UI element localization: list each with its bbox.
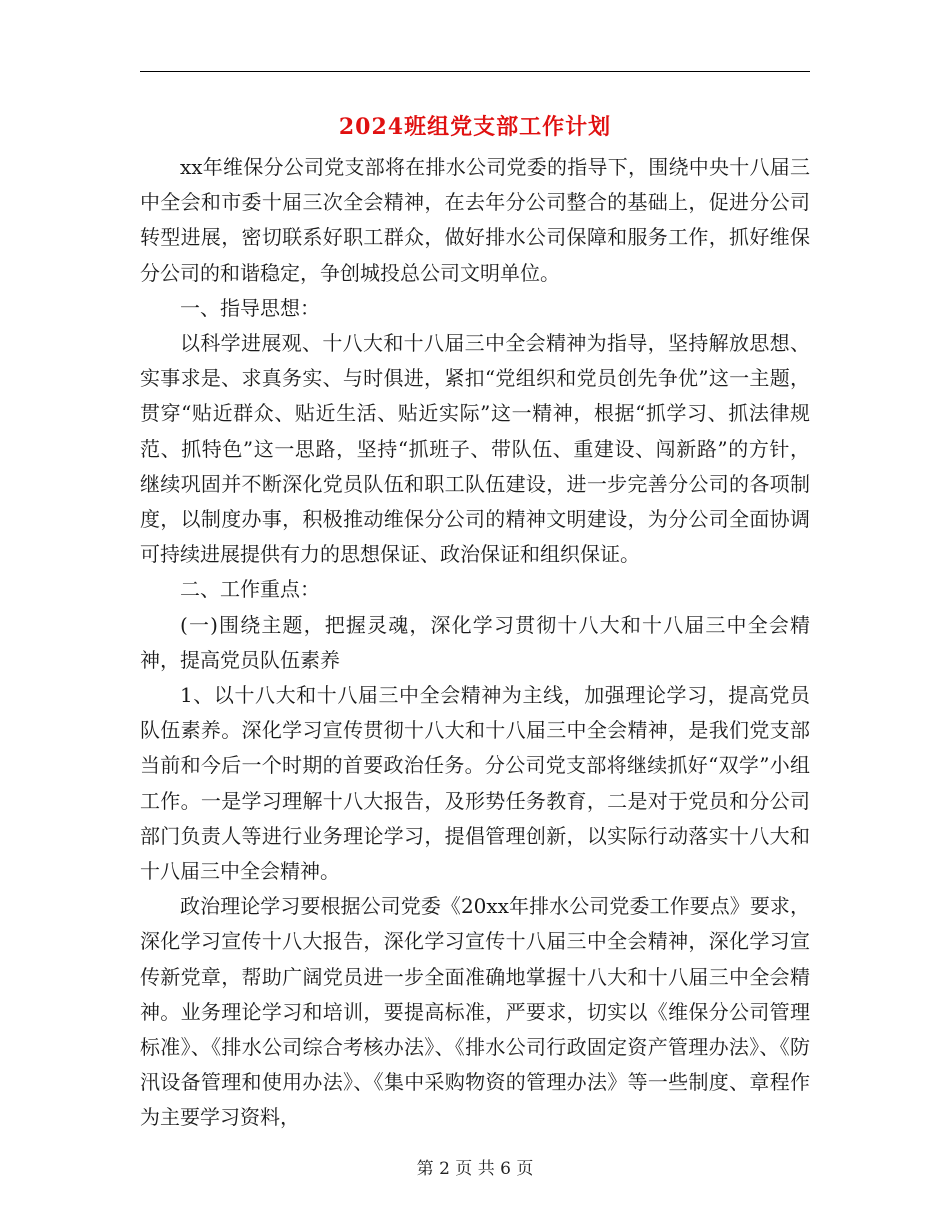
paragraph-guiding-ideology: 以科学进展观、十八大和十八届三中全会精神为指导，坚持解放思想、实事求是、求真务实、与时俱进，紧扣“党组织和党员创先争优”这一主题，贯穿“贴近群众、贴近生活、贴近实际”这一精神，根据“抓学习、抓法律规范、抓特色”这一思路，坚持“抓班子、带队伍、重建设、闯新路”的方针，继续巩固并不断深化党员队伍和职工队伍建设，进一步完善分公司的各项制度，以制度办事，积极推动维保分公司的精神文明建设，为分公司全面协调可持续进展提供有力的思想保证、政治保证和组织保证。: [140, 331, 810, 567]
heading-work-focus: 二、工作重点：: [180, 577, 320, 602]
paragraph-intro: xx年维保分公司党支部将在排水公司党委的指导下，围绕中央十八届三中全会和市委十届三次全会精神，在去年分公司整合的基础上，促进分公司转型进展，密切联系好职工群众，做好排水公司保障和服务工作，抓好维保分公司的和谐稳定，争创城投总公司文明单位。: [140, 155, 810, 285]
document-title: 2024班组党支部工作计划: [338, 114, 612, 140]
subheading-focus-1: (一)围绕主题，把握灵魂，深化学习贯彻十八大和十八届三中全会精神，提高党员队伍素养: [140, 612, 810, 672]
paragraph-political-study: 政治理论学习要根据公司党委《20xx年排水公司党委工作要点》要求，深化学习宣传十八大报告，深化学习宣传十八届三中全会精神，深化学习宣传新党章，帮助广阔党员进一步全面准确地掌握十八大和十八届三中全会精神。业务理论学习和培训，要提高标准，严要求，切实以《维保分公司管理标准》、《排水公司综合考核办法》、《排水公司行政固定资产管理办法》、《防汛设备管理和使用办法》、《集中采购物资的管理办法》等一些制度、章程作为主要学习资料，: [140, 894, 810, 1130]
header-rule: [140, 71, 810, 72]
page-footer: 第 2 页 共 6 页: [416, 1159, 534, 1179]
document-body: [140, 150, 810, 1136]
heading-guiding-ideology: 一、指导思想：: [180, 295, 320, 320]
paragraph-item-1: 1、以十八大和十八届三中全会精神为主线，加强理论学习，提高党员队伍素养。深化学习宣传贯彻十八大和十八届三中全会精神，是我们党支部当前和今后一个时期的首要政治任务。分公司党支部将继续抓好“双学”小组工作。一是学习理解十八大报告，及形势任务教育，二是对于党员和分公司部门负责人等进行业务理论学习，提倡管理创新，以实际行动落实十八大和十八届三中全会精神。: [140, 683, 810, 884]
